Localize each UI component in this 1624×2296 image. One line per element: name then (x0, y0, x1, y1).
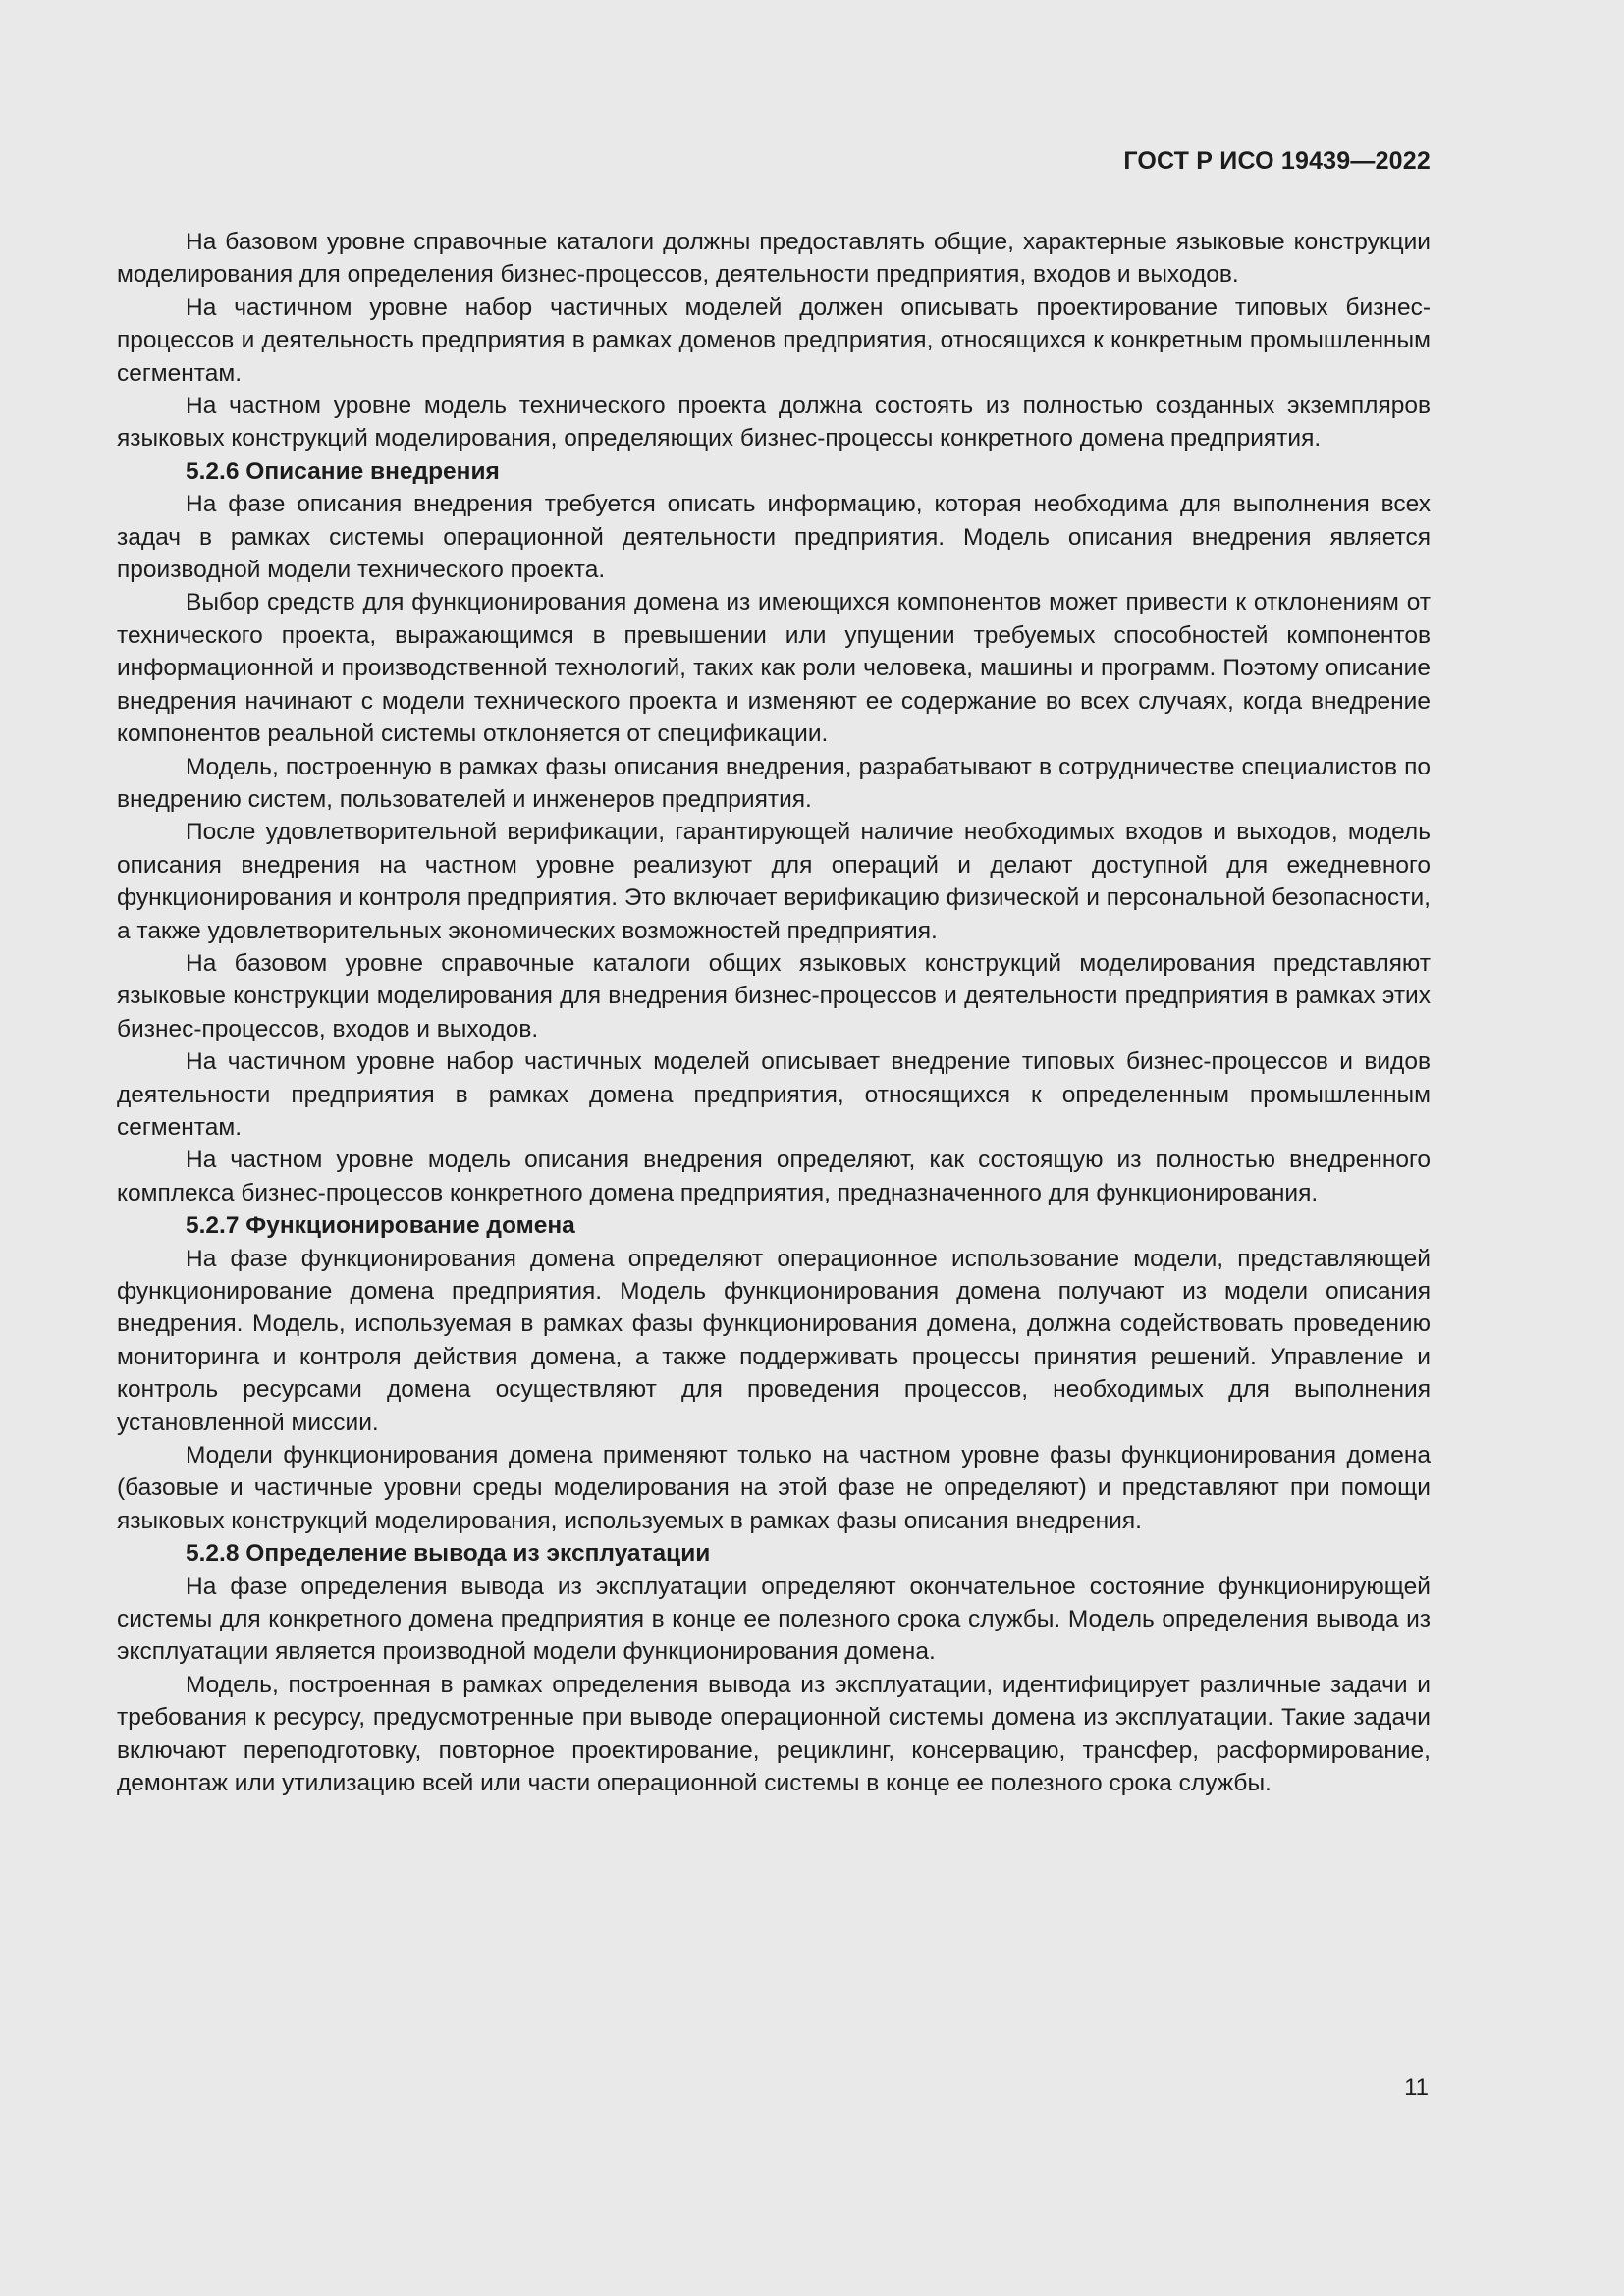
paragraph: Выбор средств для функционирования домена из имеющихся компонентов может привести к отклонениям от технического проекта, выражающимся в превышении или упущении требуемых способностей компонентов информационной и производственной технологий, таких как роли человека, машины и программ. Поэтому описание внедрения начинают с модели технического проекта и изменяют ее содержание во всех случаях, когда внедрение компонентов реальной системы отклоняется от спецификации. (117, 589, 1431, 748)
paragraph: На частичном уровне набор частичных моделей описывает внедрение типовых бизнес-процессов и видов деятельности предприятия в рамках домена предприятия, относящихся к определенным промышленным сегментам. (117, 1048, 1431, 1141)
page-number: 11 (1404, 2074, 1429, 2101)
section-heading-5-2-8: 5.2.8 Определение вывода из эксплуатации (186, 1540, 711, 1568)
paragraph: На частном уровне модель технического проекта должна состоять из полностью созданных экземпляров языковых конструкций моделирования, определяющих бизнес-процессы конкретного домена предприятия. (117, 393, 1431, 453)
paragraph: Модель, построенная в рамках определения вывода из эксплуатации, идентифицирует различные задачи и требования к ресурсу, предусмотренные при выводе операционной системы домена из эксплуатации. Такие задачи включают переподготовку, повторное проектирование, рециклинг, консервацию, трансфер, расформирование, демонтаж или утилизацию всей или части операционной системы в конце ее полезного срока службы. (117, 1671, 1431, 1797)
paragraph: На фазе функционирования домена определяют операционное использование модели, представляющей функционирование домена предприятия. Модель функционирования домена получают из модели описания внедрения. Модель, используемая в рамках фазы функционирования домена, должна содействовать проведению мониторинга и контроля действия домена, а также поддерживать процессы принятия решений. Управление и контроль ресурсами домена осуществляют для проведения процессов, необходимых для выполнения установленной миссии. (117, 1245, 1431, 1436)
document-body (117, 226, 1431, 1800)
paragraph: На частном уровне модель описания внедрения определяют, как состоящую из полностью внедренного комплекса бизнес-процессов конкретного домена предприятия, предназначенного для функционирования. (117, 1147, 1431, 1206)
paragraph: Модель, построенную в рамках фазы описания внедрения, разрабатывают в сотрудничестве специалистов по внедрению систем, пользователей и инженеров предприятия. (117, 753, 1431, 813)
paragraph: После удовлетворительной верификации, гарантирующей наличие необходимых входов и выходов, модель описания внедрения на частном уровне реализуют для операций и делают доступной для ежедневного функционирования и контроля предприятия. Это включает верификацию физической и персональной безопасности, а также удовлетворительных экономических возможностей предприятия. (117, 819, 1431, 944)
paragraph: На базовом уровне справочные каталоги должны предоставлять общие, характерные языковые конструкции моделирования для определения бизнес-процессов, деятельности предприятия, входов и выходов. (117, 229, 1431, 289)
document-code-header: ГОСТ Р ИСО 19439—2022 (1123, 147, 1431, 175)
paragraph: На фазе описания внедрения требуется описать информацию, которая необходима для выполнения всех задач в рамках системы операционной деятельности предприятия. Модель описания внедрения является производной модели технического проекта. (117, 491, 1431, 584)
paragraph: На частичном уровне набор частичных моделей должен описывать проектирование типовых бизнес-процессов и деятельность предприятия в рамках доменов предприятия, относящихся к конкретным промышленным сегментам. (117, 294, 1431, 387)
paragraph: На базовом уровне справочные каталоги общих языковых конструкций моделирования представляют языковые конструкции моделирования для внедрения бизнес-процессов и деятельности предприятия в рамках этих бизнес-процессов, входов и выходов. (117, 949, 1431, 1042)
section-heading-5-2-6: 5.2.6 Описание внедрения (186, 457, 500, 485)
section-heading-5-2-7: 5.2.7 Функционирование домена (186, 1212, 575, 1240)
paragraph: На фазе определения вывода из эксплуатации определяют окончательное состояние функционирующей системы для конкретного домена предприятия в конце ее полезного срока службы. Модель определения вывода из эксплуатации является производной модели функционирования домена. (117, 1573, 1431, 1666)
paragraph: Модели функционирования домена применяют только на частном уровне фазы функционирования домена (базовые и частичные уровни среды моделирования на этой фазе не определяют) и представляют при помощи языковых конструкций моделирования, используемых в рамках фазы описания внедрения. (117, 1442, 1431, 1534)
